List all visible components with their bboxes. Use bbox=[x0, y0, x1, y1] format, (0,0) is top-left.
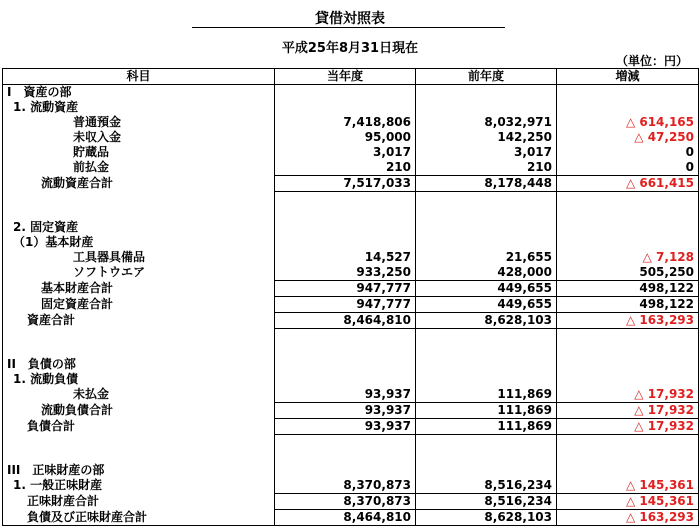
spacer-cell bbox=[3, 343, 275, 357]
previous-value: 8,628,103 bbox=[416, 313, 557, 329]
current-value: 947,777 bbox=[275, 281, 416, 297]
previous-value: 142,250 bbox=[416, 130, 557, 145]
change-value: △ 145,361 bbox=[557, 478, 699, 494]
previous-value: 111,869 bbox=[416, 403, 557, 419]
current-value: 933,250 bbox=[275, 265, 416, 281]
change-value: △ 614,165 bbox=[557, 115, 699, 130]
table-row bbox=[3, 85, 699, 101]
previous-value: 428,000 bbox=[416, 265, 557, 281]
table-row bbox=[3, 494, 699, 510]
change-value: △ 145,361 bbox=[557, 494, 699, 510]
table-row bbox=[3, 403, 699, 419]
previous-value: 3,017 bbox=[416, 145, 557, 160]
row-label: I 資産の部 bbox=[3, 85, 275, 101]
previous-value bbox=[416, 357, 557, 372]
change-value: △ 17,932 bbox=[557, 419, 699, 435]
spacer-cell bbox=[3, 449, 275, 463]
spacer-cell bbox=[416, 449, 557, 463]
previous-value: 8,032,971 bbox=[416, 115, 557, 130]
row-label: 普通預金 bbox=[3, 115, 275, 130]
table-row bbox=[3, 265, 699, 281]
table-row bbox=[3, 357, 699, 372]
spacer-cell bbox=[557, 206, 699, 220]
change-value bbox=[557, 220, 699, 235]
table-row bbox=[3, 419, 699, 435]
table-row bbox=[3, 160, 699, 176]
table-row bbox=[3, 100, 699, 115]
current-value: 8,370,873 bbox=[275, 494, 416, 510]
previous-value: 8,516,234 bbox=[416, 478, 557, 494]
table-row bbox=[3, 235, 699, 250]
row-label: 流動資産合計 bbox=[3, 176, 275, 192]
spacer-cell bbox=[275, 449, 416, 463]
previous-value: 8,178,448 bbox=[416, 176, 557, 192]
current-value bbox=[275, 85, 416, 101]
current-value: 93,937 bbox=[275, 403, 416, 419]
previous-value bbox=[416, 463, 557, 478]
previous-value: 21,655 bbox=[416, 250, 557, 265]
header-subject: 科目 bbox=[3, 69, 275, 85]
row-label: 負債合計 bbox=[3, 419, 275, 435]
row-label: III 正味財産の部 bbox=[3, 463, 275, 478]
header-change: 増減 bbox=[557, 69, 699, 85]
previous-value: 8,516,234 bbox=[416, 494, 557, 510]
table-row bbox=[3, 435, 699, 450]
current-value bbox=[275, 357, 416, 372]
current-value bbox=[275, 100, 416, 115]
change-value: △ 163,293 bbox=[557, 510, 699, 526]
previous-value bbox=[416, 192, 557, 207]
previous-value bbox=[416, 435, 557, 450]
table-row bbox=[3, 115, 699, 130]
title-underline bbox=[192, 27, 505, 28]
row-label: 貯蔵品 bbox=[3, 145, 275, 160]
table-row bbox=[3, 387, 699, 403]
previous-value bbox=[416, 100, 557, 115]
current-value: 7,517,033 bbox=[275, 176, 416, 192]
current-value: 3,017 bbox=[275, 145, 416, 160]
change-value: 0 bbox=[557, 145, 699, 160]
row-label: 流動負債合計 bbox=[3, 403, 275, 419]
change-value: △ 661,415 bbox=[557, 176, 699, 192]
current-value: 8,464,810 bbox=[275, 313, 416, 329]
table-row bbox=[3, 297, 699, 313]
current-value bbox=[275, 329, 416, 344]
table-row bbox=[3, 478, 699, 494]
header-row bbox=[3, 69, 699, 85]
spacer-cell bbox=[3, 206, 275, 220]
row-label: 1. 流動資産 bbox=[3, 100, 275, 115]
table-row bbox=[3, 449, 699, 463]
change-value: △ 17,932 bbox=[557, 403, 699, 419]
spacer-cell bbox=[416, 206, 557, 220]
current-value bbox=[275, 463, 416, 478]
previous-value bbox=[416, 372, 557, 387]
row-label: II 負債の部 bbox=[3, 357, 275, 372]
current-value: 8,464,810 bbox=[275, 510, 416, 526]
current-value: 95,000 bbox=[275, 130, 416, 145]
change-value bbox=[557, 435, 699, 450]
current-value: 14,527 bbox=[275, 250, 416, 265]
balance-sheet-table bbox=[2, 68, 699, 526]
table-row bbox=[3, 176, 699, 192]
previous-value: 449,655 bbox=[416, 281, 557, 297]
change-value: 0 bbox=[557, 160, 699, 176]
previous-value: 449,655 bbox=[416, 297, 557, 313]
header-current: 当年度 bbox=[275, 69, 416, 85]
row-label bbox=[3, 192, 275, 207]
current-value: 947,777 bbox=[275, 297, 416, 313]
previous-value bbox=[416, 235, 557, 250]
current-value: 210 bbox=[275, 160, 416, 176]
previous-value bbox=[416, 220, 557, 235]
current-value bbox=[275, 435, 416, 450]
table-row bbox=[3, 281, 699, 297]
spacer-cell bbox=[416, 343, 557, 357]
change-value bbox=[557, 85, 699, 101]
table-row bbox=[3, 463, 699, 478]
table-row bbox=[3, 192, 699, 207]
table-row bbox=[3, 206, 699, 220]
row-label: （1）基本財産 bbox=[3, 235, 275, 250]
current-value bbox=[275, 372, 416, 387]
previous-value bbox=[416, 329, 557, 344]
table-row bbox=[3, 145, 699, 160]
previous-value: 8,628,103 bbox=[416, 510, 557, 526]
spacer-cell bbox=[275, 343, 416, 357]
change-value bbox=[557, 357, 699, 372]
row-label: 1. 一般正味財産 bbox=[3, 478, 275, 494]
table-row bbox=[3, 313, 699, 329]
row-label: 前払金 bbox=[3, 160, 275, 176]
header-previous: 前年度 bbox=[416, 69, 557, 85]
change-value: 498,122 bbox=[557, 281, 699, 297]
table-row bbox=[3, 220, 699, 235]
table-row bbox=[3, 343, 699, 357]
spacer-cell bbox=[557, 449, 699, 463]
change-value: △ 163,293 bbox=[557, 313, 699, 329]
current-value bbox=[275, 192, 416, 207]
current-value bbox=[275, 220, 416, 235]
previous-value: 210 bbox=[416, 160, 557, 176]
current-value: 8,370,873 bbox=[275, 478, 416, 494]
current-value: 93,937 bbox=[275, 387, 416, 403]
row-label: 未収入金 bbox=[3, 130, 275, 145]
spacer-cell bbox=[557, 343, 699, 357]
row-label: 正味財産合計 bbox=[3, 494, 275, 510]
table-row bbox=[3, 372, 699, 387]
document-title: 貸借対照表 bbox=[315, 11, 385, 27]
table-row bbox=[3, 250, 699, 265]
row-label: ソフトウエア bbox=[3, 265, 275, 281]
previous-value: 111,869 bbox=[416, 419, 557, 435]
change-value bbox=[557, 192, 699, 207]
table-row bbox=[3, 329, 699, 344]
row-label: 未払金 bbox=[3, 387, 275, 403]
row-label: 固定資産合計 bbox=[3, 297, 275, 313]
change-value bbox=[557, 372, 699, 387]
row-label: 1. 流動負債 bbox=[3, 372, 275, 387]
row-label: 負債及び正味財産合計 bbox=[3, 510, 275, 526]
current-value: 7,418,806 bbox=[275, 115, 416, 130]
table-row bbox=[3, 130, 699, 145]
change-value: △ 47,250 bbox=[557, 130, 699, 145]
row-label: 工具器具備品 bbox=[3, 250, 275, 265]
change-value bbox=[557, 100, 699, 115]
change-value: △ 17,932 bbox=[557, 387, 699, 403]
change-value: 498,122 bbox=[557, 297, 699, 313]
row-label: 2. 固定資産 bbox=[3, 220, 275, 235]
unit-label: （単位：円） bbox=[615, 54, 688, 68]
current-value: 93,937 bbox=[275, 419, 416, 435]
previous-value bbox=[416, 85, 557, 101]
row-label bbox=[3, 435, 275, 450]
previous-value: 111,869 bbox=[416, 387, 557, 403]
table-row bbox=[3, 510, 699, 526]
change-value bbox=[557, 329, 699, 344]
change-value bbox=[557, 235, 699, 250]
row-label: 基本財産合計 bbox=[3, 281, 275, 297]
row-label: 資産合計 bbox=[3, 313, 275, 329]
report-date: 平成25年8月31日現在 bbox=[281, 41, 419, 56]
current-value bbox=[275, 235, 416, 250]
change-value: △ 7,128 bbox=[557, 250, 699, 265]
spacer-cell bbox=[275, 206, 416, 220]
change-value: 505,250 bbox=[557, 265, 699, 281]
row-label bbox=[3, 329, 275, 344]
change-value bbox=[557, 463, 699, 478]
